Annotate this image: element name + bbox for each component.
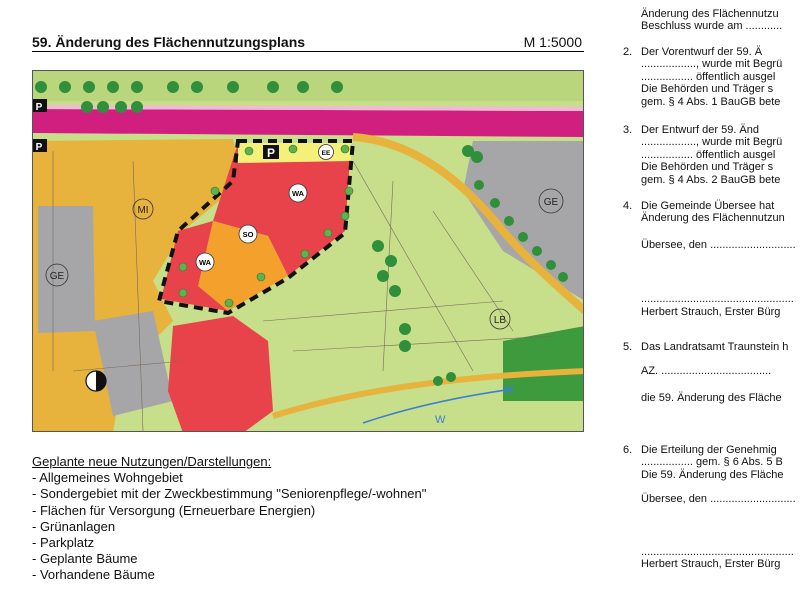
- step-2-line-3: ................. öffentlich ausgel: [641, 70, 776, 83]
- ge-right-label: GE: [543, 197, 559, 208]
- water-label-1: W: [503, 384, 514, 396]
- legend-heading: Geplante neue Nutzungen/Darstellungen:: [32, 454, 272, 469]
- step-4-signature-line: ..................................................: [641, 293, 794, 306]
- step-1-line-2: Beschluss wurde am ............: [641, 20, 783, 33]
- step-4-place-date: Übersee, den ............................: [641, 238, 796, 251]
- procedure-step-4: [615, 200, 810, 318]
- step-6-place-date: Übersee, den ............................: [641, 493, 796, 506]
- procedure-step-5: [615, 341, 810, 404]
- main-road: [33, 109, 584, 137]
- legend-item-existing-trees: - Vorhandene Bäume: [32, 567, 155, 583]
- wa-west-label: WA: [198, 258, 212, 267]
- ee-label: EE: [321, 150, 331, 157]
- step-2-line-4: Die Behörden und Träger s: [641, 83, 774, 96]
- procedure-step-2: [615, 46, 810, 108]
- lb-label: LB: [493, 315, 507, 326]
- step-6-line-3: Die 59. Änderung des Fläche: [641, 468, 784, 481]
- wa-north-label: WA: [291, 189, 305, 198]
- legend: [32, 454, 532, 584]
- parking-label-center: P: [266, 146, 276, 160]
- step-3-line-3: ................. öffentlich ausgel: [641, 148, 776, 161]
- residential-area-south: [168, 316, 273, 432]
- step-5-line-1: Das Landratsamt Traunstein h: [641, 341, 789, 353]
- parking-label-left-1: P: [35, 102, 43, 113]
- land-use-map: [32, 70, 584, 432]
- step-4-number: 4.: [623, 200, 633, 212]
- mi-label: MI: [137, 205, 149, 216]
- step-4-line-1: Die Gemeinde Übersee hat: [641, 200, 775, 212]
- page-title: 59. Änderung des Flächennutzungsplans: [32, 34, 306, 50]
- step-6-line-2: ................. gem. § 6 Abs. 5 B: [641, 456, 783, 469]
- step-3-line-1: Der Entwurf der 59. Änd: [641, 124, 760, 136]
- step-5-az: AZ. ....................................: [641, 365, 772, 378]
- scale-label: M 1:5000: [523, 34, 582, 50]
- step-4-line-2: Änderung des Flächennutzun: [641, 212, 785, 225]
- legend-item-wa: - Allgemeines Wohngebiet: [32, 470, 183, 486]
- step-2-line-5: gem. § 4 Abs. 1 BauGB bete: [641, 95, 781, 108]
- legend-item-so: - Sondergebiet mit der Zweckbestimmung "Seniorenpflege/-wohnen": [32, 486, 427, 502]
- step-6-line-1: Die Erteilung der Genehmig: [641, 444, 777, 456]
- legend-item-planned-trees: - Geplante Bäume: [32, 551, 138, 567]
- step-2-line-2: .................., wurde mit Begrü: [641, 58, 783, 71]
- step-5-line-2: die 59. Änderung des Fläche: [641, 391, 782, 404]
- step-2-line-1: Der Vorentwurf der 59. Ä: [641, 46, 763, 58]
- step-1-line-1: Änderung des Flächennutzu: [641, 8, 779, 20]
- legend-item-parking: - Parkplatz: [32, 535, 95, 551]
- water-label-2: W: [435, 414, 446, 426]
- so-label: SO: [242, 230, 254, 239]
- step-6-number: 6.: [623, 444, 633, 456]
- procedure-column: [615, 0, 810, 594]
- plan-header: [32, 34, 584, 52]
- ge-left-label: GE: [49, 271, 65, 282]
- step-3-line-5: gem. § 4 Abs. 2 BauGB bete: [641, 173, 781, 186]
- procedure-step-1: [615, 8, 810, 33]
- legend-item-green: - Grünanlagen: [32, 518, 116, 534]
- step-6-signature-line: ..................................................: [641, 545, 794, 558]
- step-3-line-4: Die Behörden und Träger s: [641, 161, 774, 174]
- parking-label-left-2: P: [35, 142, 43, 153]
- step-6-signer: Herbert Strauch, Erster Bürg: [641, 558, 781, 571]
- step-5-number: 5.: [623, 341, 633, 353]
- step-3-line-2: .................., wurde mit Begrü: [641, 136, 783, 149]
- step-2-number: 2.: [623, 46, 633, 58]
- legend-item-utility: - Flächen für Versorgung (Erneuerbare Energien): [32, 502, 316, 518]
- map-drawing: [33, 71, 584, 432]
- step-4-signer: Herbert Strauch, Erster Bürg: [641, 305, 781, 318]
- procedure-step-3: [615, 124, 810, 186]
- step-3-number: 3.: [623, 124, 633, 136]
- procedure-step-6: [615, 444, 810, 570]
